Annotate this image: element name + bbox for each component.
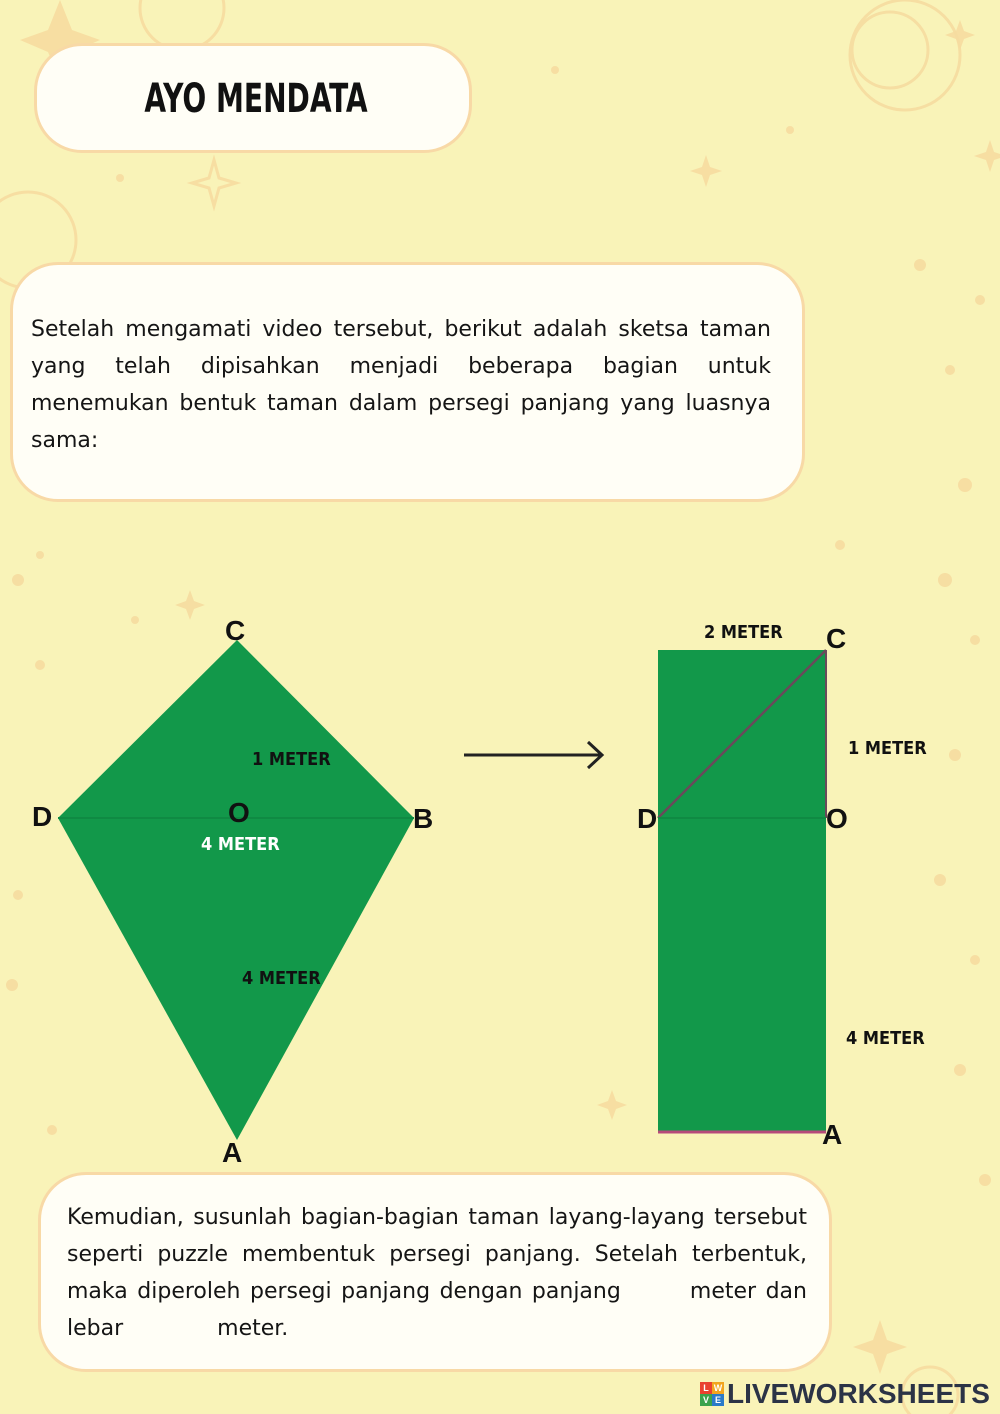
rectangle-point-o: O (826, 803, 848, 834)
rectangle-point-a: A (822, 1119, 843, 1150)
page-title: AYO MENDATA (144, 76, 368, 122)
kite-point-o: O (228, 797, 250, 828)
logo-icon: L W V E (700, 1382, 724, 1406)
arrow-icon (464, 742, 602, 768)
rectangle-label-top: 2 METER (704, 622, 783, 643)
kite-point-c: C (225, 615, 246, 646)
rectangle-point-c: C (826, 623, 847, 654)
rectangle-label-oc: 1 METER (848, 738, 927, 759)
title-box (34, 43, 472, 153)
kite-point-a: A (222, 1137, 243, 1168)
kite-label-db: 4 METER (201, 834, 280, 855)
instruction-text-part3: meter. (217, 1316, 289, 1341)
rectangle-point-d: D (637, 803, 658, 834)
intro-paragraph: Setelah mengamati video tersebut, berikut adalah sketsa taman yang telah dipisahkan menjadi beberapa bagian untuk menemukan bentuk taman dalam persegi panjang yang luasnya sama: (31, 317, 771, 453)
kite-shape (58, 640, 414, 1140)
liveworksheets-logo (700, 1378, 990, 1410)
kite-label-oc: 1 METER (252, 749, 331, 770)
instruction-paragraph (67, 1199, 807, 1347)
logo-text: LIVEWORKSHEETS (727, 1378, 990, 1409)
kite-point-d: D (32, 801, 53, 832)
instruction-text-part2: meter dan lebar (67, 1279, 807, 1341)
instruction-text-part1: Kemudian, susunlah bagian-bagian taman layang-layang tersebut seperti puzzle membentuk persegi panjang. Setelah terbentuk, maka diperoleh persegi panjang dengan panjang (67, 1205, 807, 1304)
kite-point-b: B (413, 803, 434, 834)
rectangle-label-oa: 4 METER (846, 1028, 925, 1049)
rectangle-shape (658, 650, 826, 1132)
kite-label-oa: 4 METER (242, 968, 321, 989)
instruction-box (38, 1172, 832, 1372)
intro-box (10, 262, 805, 502)
diagram-area (0, 560, 1000, 1180)
